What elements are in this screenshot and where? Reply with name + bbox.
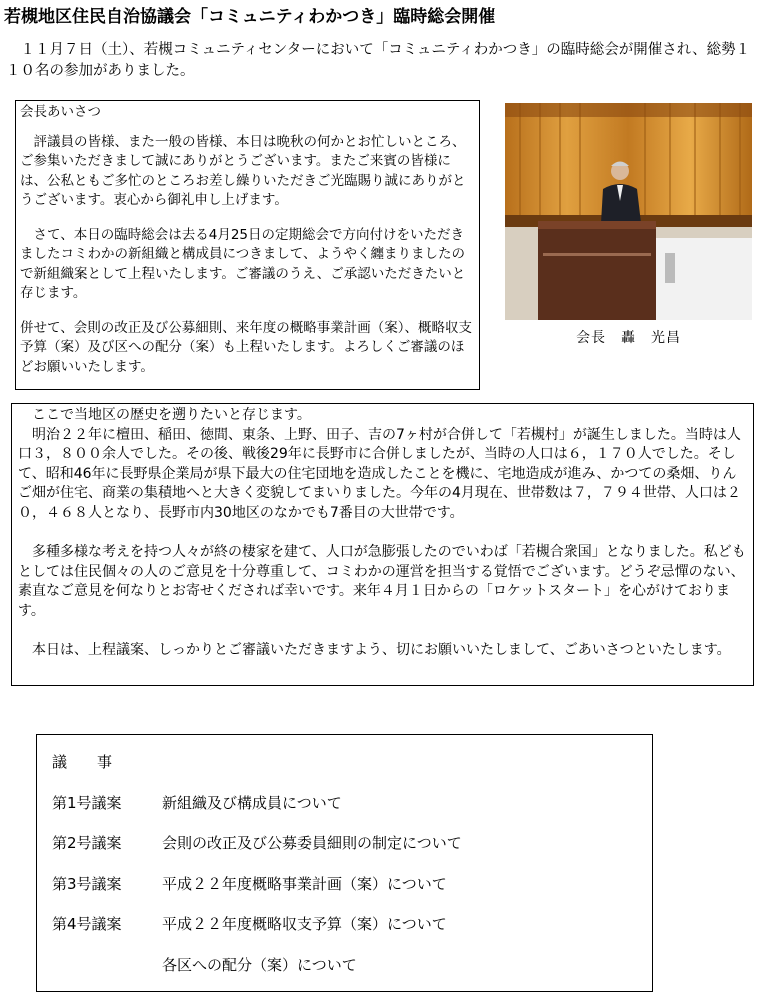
chairman-photo (505, 103, 752, 320)
agenda-item-text: 平成２２年度概略事業計画（案）について (162, 874, 447, 893)
history-box (11, 403, 754, 686)
agenda-item-text: 会則の改正及び公募委員細則の制定について (162, 834, 462, 852)
agenda-item-number: 第4号議案 (52, 915, 122, 933)
agenda-item (52, 792, 637, 833)
greeting-paragraph: 併せて、会則の改正及び公募細則、来年度の概略事業計画（案）、概略収支予算（案）及び区への配分（案）も上程いたします。よろしくご審議のほどお願いいたします。 (20, 319, 472, 375)
agenda-item-text: 平成２２年度概略収支予算（案）について (162, 915, 447, 933)
greeting-heading: 会長あいさつ (20, 104, 101, 120)
agenda-item (52, 832, 637, 873)
agenda-item (52, 954, 637, 995)
intro-text: １１月７日（土）、若槻コミュニティセンターにおいて「コミュニティわかつき」の臨時総会が開催され、総勢１１０名の参加がありました。 (6, 42, 751, 79)
agenda-item-number: 第3号議案 (52, 874, 122, 893)
greeting-paragraph: さて、本日の臨時総会は去る4月25日の定期総会で方向付けをいただきましたコミわかの新組織と構成員につきまして、ようやく纏まりましたので新組織案として上程いたします。ご審議のうえ、ご承認いただきたいと存じます。 (20, 226, 466, 301)
agenda-heading-row (52, 751, 637, 792)
agenda-item-text: 各区への配分（案）について (162, 955, 357, 974)
photo-caption: 会長 轟 光昌 (576, 330, 681, 346)
agenda-item-number (52, 954, 162, 995)
history-paragraph: ここで当地区の歴史を遡りたいと存じます。 明治２２年に檀田、稲田、徳間、東条、上野、田子、吉の7ヶ村が合併して「若槻村」が誕生しました。当時は人口３，８００余人でした。その後、戦後29年に長野市に合併しましたが、当時の人口は６，１７０人でした。そして、昭和46年に長野県企業局が県下最大の住宅団地を造成したことを機に、宅地造成が進み、かつての桑畑、りんご畑が住宅、商業の集積地へと大きく変貌してまいりました。今年の4月現在、世帯数は７，７９４世帯、人口は２０，４６８人となり、長野市内30地区のなかでも7番目の大世帯です。 (18, 407, 741, 521)
page-title: 若槻地区住民自治協議会「コミュニティわかつき」臨時総会開催 (4, 7, 496, 27)
greeting-box (15, 100, 480, 390)
agenda-heading: 議 事 (52, 753, 113, 771)
history-paragraph: 多種多様な考えを持つ人々が終の棲家を建て、人口が急膨張したのでいわば「若槻合衆国」となりました。私どもとしては住民個々の人のご意見を十分尊重して、コミわかの運営を担当する覚悟でございます。どうぞ忌憚のない、素直なご意見を何なりとお寄せくだされば幸いです。来年４月１日からの「ロケットスタート」を心がけております。 (18, 544, 746, 619)
history-paragraph: 本日は、上程議案、しっかりとご審議いただきますよう、切にお願いいたしまして、ごあいさつといたします。 (18, 642, 731, 658)
agenda-item-number: 第2号議案 (52, 834, 122, 852)
agenda-item (52, 913, 637, 954)
agenda-item-number: 第1号議案 (52, 793, 122, 812)
agenda-item-text: 新組織及び構成員について (162, 793, 342, 812)
agenda-item (52, 873, 637, 914)
greeting-paragraph: 評議員の皆様、また一般の皆様、本日は晩秋の何かとお忙しいところ、ご参集いただきまして誠にありがとうございます。またご来賓の皆様には、公私ともご多忙のところお差し繰りいただきご光臨賜り誠にありがとうございます。衷心から御礼申し上げます。 (20, 133, 466, 208)
agenda-box (36, 734, 653, 992)
speaker-podium-image (505, 103, 752, 320)
